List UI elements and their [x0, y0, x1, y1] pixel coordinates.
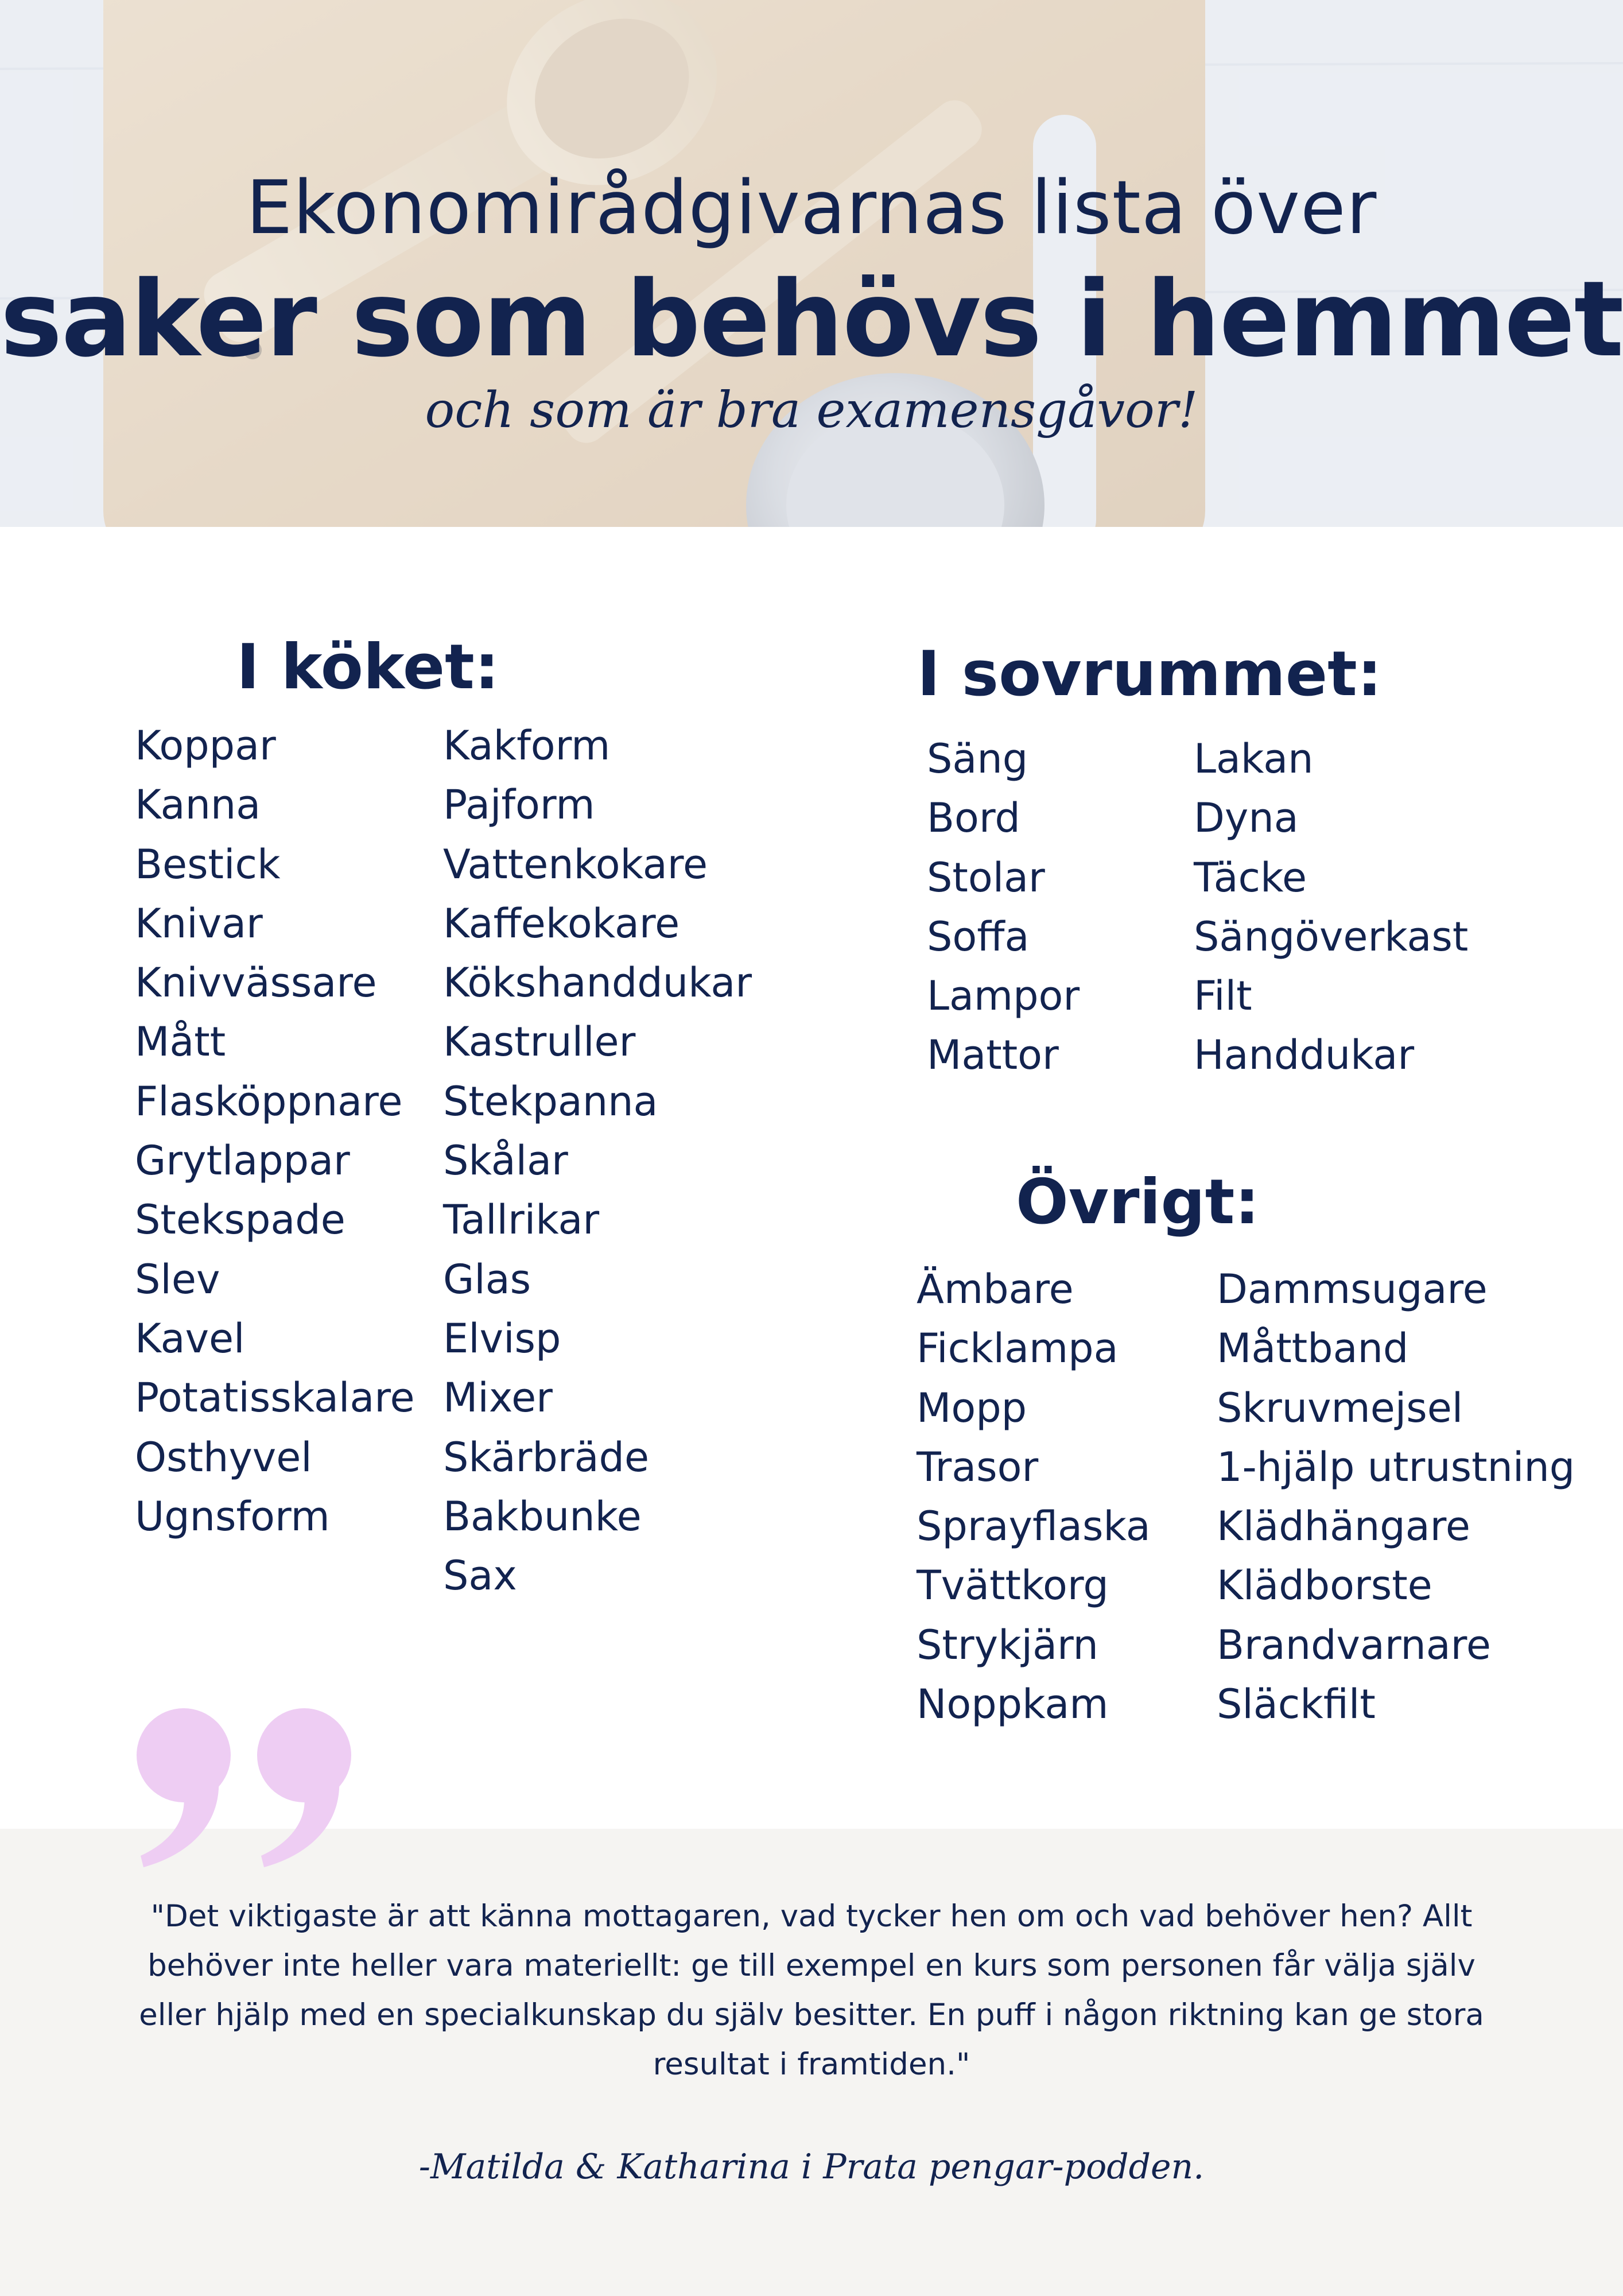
- kitchen-heading: I köket:: [236, 631, 499, 703]
- list-item: Stekpanna: [443, 1077, 658, 1125]
- list-item: Mixer: [443, 1374, 553, 1422]
- list-item: Sax: [443, 1552, 517, 1600]
- list-item: Ämbare: [917, 1266, 1074, 1313]
- list-item: Tallrikar: [443, 1196, 600, 1244]
- list-item: Sprayflaska: [917, 1503, 1151, 1550]
- list-item: Dammsugare: [1217, 1266, 1488, 1313]
- list-item: Ficklampa: [917, 1325, 1119, 1372]
- list-item: Klädhängare: [1217, 1503, 1470, 1550]
- list-item: Bakbunke: [443, 1492, 642, 1540]
- list-item: Dyna: [1194, 794, 1299, 842]
- list-item: Kaffekokare: [443, 899, 680, 947]
- list-item: Stekspade: [135, 1196, 345, 1244]
- list-item: Kakform: [443, 722, 611, 769]
- list-item: Strykjärn: [917, 1621, 1098, 1669]
- other-list-column-1: [917, 1260, 1151, 1734]
- bedroom-heading: I sovrummet:: [917, 638, 1382, 710]
- list-item: Elvisp: [443, 1314, 561, 1362]
- list-item: Soffa: [927, 913, 1030, 960]
- list-item: Pajform: [443, 781, 595, 829]
- list-item: Skruvmejsel: [1217, 1384, 1463, 1432]
- other-heading: Övrigt:: [1016, 1166, 1260, 1238]
- list-item: Bestick: [135, 840, 281, 888]
- list-item: Koppar: [135, 722, 276, 769]
- header-banner: [0, 0, 1623, 527]
- list-item: Kanna: [135, 781, 261, 829]
- list-item: Lakan: [1194, 735, 1314, 782]
- kitchen-list-column-2: [443, 716, 752, 1605]
- other-list-column-2: [1217, 1260, 1575, 1734]
- list-item: Brandvarnare: [1217, 1621, 1491, 1669]
- quote-text: "Det viktigaste är att känna mottagaren, vad tycker hen om och vad behöver hen? Allt behöver inte heller vara materiellt: ge till exempel en kurs som personen får välja själv eller hjälp med en specialkunskap du själv besitter. En puff i någon riktning kan ge stora resultat i framtiden.": [139, 1899, 1484, 2082]
- list-item: Lampor: [927, 972, 1080, 1020]
- list-item: Noppkam: [917, 1681, 1109, 1728]
- list-item: Släckfilt: [1217, 1681, 1376, 1728]
- list-item: Handdukar: [1194, 1031, 1415, 1079]
- list-item: Knivar: [135, 899, 263, 947]
- list-item: 1-hjälp utrustning: [1217, 1443, 1575, 1491]
- list-item: Kastruller: [443, 1018, 636, 1066]
- list-item: Grytlappar: [135, 1137, 350, 1185]
- list-item: Mått: [135, 1018, 226, 1066]
- list-item: Vattenkokare: [443, 840, 708, 888]
- list-item: Stolar: [927, 854, 1045, 901]
- quote-author: -Matilda & Katharina i Prata pengar-podden.: [418, 2147, 1205, 2187]
- list-item: Mattor: [927, 1031, 1059, 1079]
- list-item: Kökshanddukar: [443, 959, 752, 1007]
- bedroom-list-column-1: [927, 730, 1080, 1085]
- list-item: Potatisskalare: [135, 1374, 415, 1422]
- title-line-1: Ekonomirådgivarnas lista över: [246, 165, 1377, 251]
- page-title: saker som behövs i hemmet: [0, 258, 1623, 380]
- list-item: Flasköppnare: [135, 1077, 403, 1125]
- list-item: Tvättkorg: [917, 1562, 1109, 1609]
- list-item: Osthyvel: [135, 1433, 312, 1481]
- list-item: Slev: [135, 1255, 220, 1303]
- kitchen-list-column-1: [135, 716, 415, 1546]
- bedroom-list-column-2: [1194, 730, 1468, 1085]
- list-item: Täcke: [1194, 854, 1307, 901]
- list-item: Trasor: [917, 1443, 1039, 1491]
- list-item: Glas: [443, 1255, 531, 1303]
- list-item: Klädborste: [1217, 1562, 1432, 1609]
- list-item: Mopp: [917, 1384, 1027, 1432]
- page-subtitle: och som är bra examensgåvor!: [425, 382, 1198, 439]
- list-item: Skålar: [443, 1137, 568, 1185]
- list-item: Kavel: [135, 1314, 245, 1362]
- list-item: Knivvässare: [135, 959, 377, 1007]
- list-item: Bord: [927, 794, 1020, 842]
- list-item: Sängöverkast: [1194, 913, 1469, 960]
- closing-quote-mark-icon: [132, 1704, 362, 1870]
- list-item: Säng: [927, 735, 1028, 782]
- list-item: Filt: [1194, 972, 1252, 1020]
- list-item: Måttband: [1217, 1325, 1409, 1372]
- list-item: Skärbräde: [443, 1433, 650, 1481]
- list-item: Ugnsform: [135, 1492, 330, 1540]
